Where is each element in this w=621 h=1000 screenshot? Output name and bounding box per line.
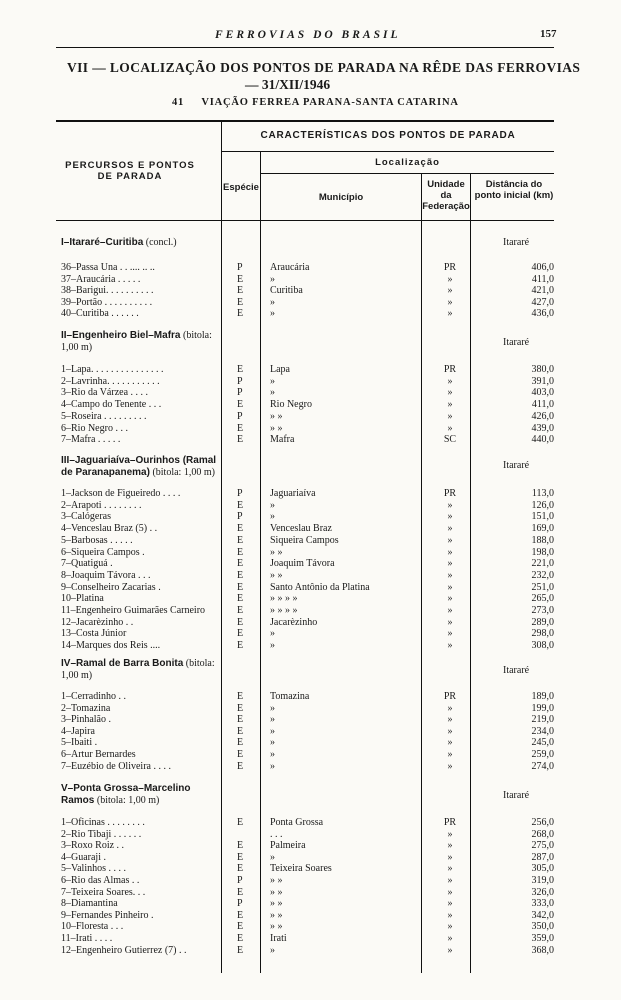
table-title-date: — 31/XII/1946 — [245, 77, 331, 92]
row-species: E — [237, 909, 244, 921]
row-federation-unit: » — [447, 725, 453, 737]
row-point-name: 14–Marques dos Reis .... — [61, 640, 161, 652]
row-municipality: Araucária — [270, 262, 310, 273]
header-rule — [221, 151, 554, 152]
row-species: E — [237, 714, 244, 726]
row-distance: 411,0 — [531, 399, 554, 411]
row-species: E — [237, 640, 244, 652]
row-federation-unit: » — [447, 886, 453, 898]
row-municipality: » » — [270, 875, 283, 886]
row-federation-unit: » — [447, 898, 453, 910]
row-distance: 198,0 — [531, 546, 554, 558]
row-species: E — [237, 569, 244, 581]
row-species: E — [237, 364, 244, 375]
row-species: E — [237, 725, 244, 737]
row-species: E — [237, 863, 244, 875]
row-federation-unit: » — [447, 410, 453, 422]
row-federation-unit: » — [447, 546, 453, 558]
row-species: E — [237, 921, 244, 933]
row-species: E — [237, 581, 244, 593]
row-species: E — [237, 534, 244, 546]
row-municipality: » — [270, 851, 275, 863]
row-distance: 342,0 — [531, 909, 554, 921]
row-municipality: » — [270, 499, 275, 511]
row-municipality: » » » » — [270, 593, 298, 605]
row-point-name: 4–Campo do Tenente . . . — [61, 399, 162, 411]
location-header: Localização — [375, 157, 440, 168]
row-species: E — [237, 308, 244, 320]
row-municipality: Curitiba — [270, 285, 303, 297]
railway-subtitle — [172, 97, 459, 108]
row-municipality: » » — [270, 909, 283, 921]
header-rule — [56, 47, 554, 48]
row-species: E — [237, 499, 244, 511]
row-point-name: 3–Calógeras — [61, 511, 111, 523]
row-federation-unit: » — [447, 308, 453, 320]
row-federation-unit: » — [447, 749, 453, 760]
row-distance: 406,0 — [531, 262, 554, 273]
row-distance: 333,0 — [531, 898, 554, 910]
row-distance: 169,0 — [531, 523, 554, 535]
row-federation-unit: » — [447, 581, 453, 593]
row-municipality: Siqueira Campos — [270, 534, 339, 546]
row-federation-unit: » — [447, 499, 453, 511]
section-reference: Itararé — [503, 460, 530, 471]
row-point-name: 10–Floresta . . . — [61, 921, 124, 933]
table-top-rule — [56, 120, 554, 122]
row-species: E — [237, 933, 244, 944]
row-distance: 274,0 — [531, 760, 554, 772]
row-municipality: » » — [270, 921, 283, 933]
section-note: (bitola: 1,00 m) — [94, 795, 160, 806]
row-federation-unit: » — [447, 387, 453, 399]
row-federation-unit: » — [447, 273, 453, 285]
row-municipality: . . . — [270, 828, 283, 840]
row-municipality: » — [270, 273, 275, 285]
section-note: (bitola: 1,00 m) — [61, 330, 212, 353]
row-distance: 287,0 — [531, 851, 554, 863]
row-point-name: 9–Fernandes Pinheiro . — [61, 909, 154, 921]
row-federation-unit: » — [447, 375, 453, 387]
row-federation-unit: » — [447, 863, 453, 875]
row-point-name: 13–Costa Júnior — [61, 628, 127, 640]
row-municipality: » — [270, 511, 275, 523]
row-distance: 273,0 — [531, 605, 554, 616]
railway-number: 41 — [172, 97, 185, 108]
row-distance: 308,0 — [531, 640, 554, 652]
row-federation-unit: » — [447, 875, 453, 886]
row-species: P — [237, 488, 243, 499]
row-federation-unit: » — [447, 944, 453, 956]
row-species: E — [237, 702, 244, 714]
row-distance: 439,0 — [531, 422, 554, 434]
row-species: E — [237, 840, 244, 852]
row-municipality: Joaquim Távora — [270, 558, 335, 570]
row-distance: 440,0 — [531, 434, 554, 446]
row-distance: 359,0 — [531, 933, 554, 944]
unit-header: Unidade da Federação — [422, 179, 470, 212]
railway-name: VIAÇÃO FERREA PARANA-SANTA CATARINA — [201, 97, 459, 108]
row-distance: 245,0 — [531, 737, 554, 749]
row-municipality: » » — [270, 422, 283, 434]
row-distance: 221,0 — [531, 558, 554, 570]
routes-header: PERCURSOS E PONTOS DE PARADA — [65, 160, 195, 182]
row-distance: 126,0 — [531, 499, 554, 511]
row-species: E — [237, 616, 244, 628]
section-title — [61, 783, 219, 807]
row-species: E — [237, 886, 244, 898]
row-municipality: Mafra — [270, 434, 295, 446]
section-title — [61, 455, 219, 479]
section-title-text: II–Engenheiro Biel–Mafra — [61, 330, 181, 341]
row-municipality: » — [270, 702, 275, 714]
row-distance: 265,0 — [531, 593, 554, 605]
row-species: E — [237, 593, 244, 605]
row-point-name: 5–Barbosas . . . . . — [61, 534, 133, 546]
section-reference: Itararé — [503, 337, 530, 348]
header-rule — [260, 173, 554, 174]
section-title-text: III–Jaguariaíva–Ourinhos (Ramal de Paranapanema) — [61, 455, 217, 478]
row-point-name: 1–Lapa. . . . . . . . . . . . . . . — [61, 364, 164, 375]
row-federation-unit: » — [447, 569, 453, 581]
row-point-name: 2–Tomazina — [61, 702, 111, 714]
row-point-name: 8–Joaquim Távora . . . — [61, 569, 151, 581]
row-federation-unit: » — [447, 737, 453, 749]
row-distance: 427,0 — [531, 296, 554, 308]
row-municipality: Lapa — [270, 364, 290, 375]
row-point-name: 7–Quatiguá . — [61, 558, 113, 570]
row-federation-unit: SC — [443, 434, 457, 446]
row-point-name: 36–Passa Una . . .... .. .. — [61, 262, 155, 273]
row-species: E — [237, 296, 244, 308]
row-point-name: 38–Barigui. . . . . . . . . . — [61, 285, 154, 297]
section-reference: Itararé — [503, 790, 530, 801]
column-divider — [260, 152, 261, 973]
row-point-name: 40–Curitiba . . . . . . — [61, 308, 139, 320]
row-municipality: Teixeira Soares — [270, 863, 332, 875]
row-species: P — [237, 262, 243, 273]
row-species: E — [237, 944, 244, 956]
row-federation-unit: » — [447, 296, 453, 308]
row-point-name: 12–Engenheiro Gutierrez (7) . . — [61, 944, 187, 956]
row-point-name: 7–Teixeira Soares. . . — [61, 886, 146, 898]
section-title-text: IV–Ramal de Barra Bonita — [61, 658, 184, 669]
row-distance: 219,0 — [531, 714, 554, 726]
row-federation-unit: PR — [443, 817, 457, 828]
row-distance: 234,0 — [531, 725, 554, 737]
row-federation-unit: » — [447, 605, 453, 616]
row-species: E — [237, 749, 244, 760]
row-federation-unit: » — [447, 933, 453, 944]
section-title-text: I–Itararé–Curitiba — [61, 237, 144, 248]
row-municipality: » » — [270, 410, 283, 422]
row-federation-unit: » — [447, 840, 453, 852]
row-federation-unit: PR — [443, 364, 457, 375]
row-distance: 421,0 — [531, 285, 554, 297]
row-municipality: » — [270, 944, 275, 956]
row-federation-unit: » — [447, 558, 453, 570]
row-species: E — [237, 851, 244, 863]
row-point-name: 1–Jackson de Figueiredo . . . . — [61, 488, 181, 499]
row-distance: 403,0 — [531, 387, 554, 399]
row-distance: 368,0 — [531, 944, 554, 956]
row-municipality: » — [270, 296, 275, 308]
row-federation-unit: » — [447, 422, 453, 434]
row-species: E — [237, 399, 244, 411]
row-municipality: » » — [270, 569, 283, 581]
row-distance: 426,0 — [531, 410, 554, 422]
row-distance: 259,0 — [531, 749, 554, 760]
row-point-name: 11–Irati . . . . — [61, 933, 113, 944]
row-distance: 199,0 — [531, 702, 554, 714]
row-municipality: Tomazina — [270, 691, 310, 702]
page-number: 157 — [540, 28, 557, 40]
row-municipality: » — [270, 749, 275, 760]
row-point-name: 39–Portão . . . . . . . . . . — [61, 296, 153, 308]
section-note: (bitola: 1,00 m) — [61, 658, 215, 681]
species-header: Espécie — [223, 182, 259, 193]
section-title — [61, 237, 219, 249]
row-federation-unit: » — [447, 828, 453, 840]
running-head: FERROVIAS DO BRASIL — [215, 29, 401, 41]
row-federation-unit: » — [447, 909, 453, 921]
row-distance: 232,0 — [531, 569, 554, 581]
row-distance: 411,0 — [531, 273, 554, 285]
row-distance: 151,0 — [531, 511, 554, 523]
row-point-name: 4–Venceslau Braz (5) . . — [61, 523, 158, 535]
row-municipality: » — [270, 640, 275, 652]
row-distance: 113,0 — [531, 488, 554, 499]
row-species: P — [237, 375, 243, 387]
row-distance: 275,0 — [531, 840, 554, 852]
row-point-name: 1–Oficinas . . . . . . . . — [61, 817, 145, 828]
section-reference: Itararé — [503, 237, 530, 248]
row-point-name: 5–Roseira . . . . . . . . . — [61, 410, 147, 422]
row-distance: 436,0 — [531, 308, 554, 320]
row-point-name: 3–Pinhalão . — [61, 714, 111, 726]
section-note: (concl.) — [143, 237, 177, 248]
row-species: E — [237, 273, 244, 285]
row-point-name: 3–Roxo Roiz . . — [61, 840, 125, 852]
row-federation-unit: » — [447, 760, 453, 772]
row-municipality: » » » » — [270, 605, 298, 616]
row-point-name: 2–Arapoti . . . . . . . . — [61, 499, 142, 511]
row-species: P — [237, 875, 243, 886]
row-distance: 305,0 — [531, 863, 554, 875]
row-distance: 298,0 — [531, 628, 554, 640]
row-point-name: 12–Jacarèzinho . . — [61, 616, 134, 628]
section-note: (bitola: 1,00 m) — [149, 467, 215, 478]
row-point-name: 8–Diamantina — [61, 898, 118, 910]
row-municipality: » — [270, 737, 275, 749]
row-distance: 380,0 — [531, 364, 554, 375]
municipality-header: Município — [318, 192, 364, 203]
section-title — [61, 330, 219, 354]
row-distance: 326,0 — [531, 886, 554, 898]
row-municipality: » — [270, 387, 275, 399]
row-municipality: Jaguariaíva — [270, 488, 316, 499]
row-federation-unit: » — [447, 285, 453, 297]
section-title — [61, 658, 219, 682]
row-species: E — [237, 817, 244, 828]
row-federation-unit: » — [447, 593, 453, 605]
row-species: E — [237, 285, 244, 297]
row-federation-unit: » — [447, 640, 453, 652]
row-point-name: 4–Japira — [61, 725, 95, 737]
row-species: P — [237, 898, 243, 910]
row-point-name: 6–Rio Negro . . . — [61, 422, 128, 434]
row-point-name: 5–Valinhos . . . . — [61, 863, 126, 875]
row-municipality: Santo Antônio da Platina — [270, 581, 370, 593]
row-federation-unit: » — [447, 851, 453, 863]
row-municipality: » — [270, 628, 275, 640]
row-point-name: 37–Araucária . . . . . — [61, 273, 141, 285]
distance-header: Distância do ponto inicial (km) — [474, 179, 554, 201]
row-distance: 319,0 — [531, 875, 554, 886]
row-species: E — [237, 628, 244, 640]
row-municipality: » » — [270, 898, 283, 910]
row-federation-unit: PR — [443, 488, 457, 499]
row-distance: 268,0 — [531, 828, 554, 840]
row-distance: 251,0 — [531, 581, 554, 593]
row-federation-unit: » — [447, 628, 453, 640]
row-point-name: 11–Engenheiro Guimarães Carneiro — [61, 605, 206, 616]
row-species: E — [237, 737, 244, 749]
row-municipality: » — [270, 725, 275, 737]
row-distance: 391,0 — [531, 375, 554, 387]
row-distance: 188,0 — [531, 534, 554, 546]
section-title-text: V–Ponta Grossa–Marcelino Ramos — [61, 783, 191, 806]
row-municipality: » » — [270, 886, 283, 898]
row-federation-unit: » — [447, 523, 453, 535]
row-point-name: 5–Ibaiti . — [61, 737, 98, 749]
row-municipality: » — [270, 760, 275, 772]
row-distance: 189,0 — [531, 691, 554, 702]
row-point-name: 6–Artur Bernardes — [61, 749, 136, 760]
row-species: E — [237, 434, 244, 446]
row-point-name: 10–Platina — [61, 593, 104, 605]
row-federation-unit: » — [447, 921, 453, 933]
section-reference: Itararé — [503, 665, 530, 676]
row-point-name: 2–Rio Tibaji . . . . . . — [61, 828, 142, 840]
row-distance: 256,0 — [531, 817, 554, 828]
row-species: P — [237, 410, 243, 422]
row-municipality: Venceslau Braz — [270, 523, 332, 535]
row-federation-unit: » — [447, 534, 453, 546]
row-municipality: » — [270, 308, 275, 320]
row-point-name: 2–Lavrinha. . . . . . . . . . . — [61, 375, 160, 387]
row-municipality: Jacarèzinho — [270, 616, 318, 628]
row-federation-unit: » — [447, 511, 453, 523]
row-species: P — [237, 387, 243, 399]
row-species: E — [237, 605, 244, 616]
row-species: E — [237, 546, 244, 558]
row-municipality: Irati — [270, 933, 287, 944]
row-municipality: Rio Negro — [270, 399, 312, 411]
characteristics-header: CARACTERÍSTICAS DOS PONTOS DE PARADA — [260, 130, 516, 141]
row-point-name: 7–Euzébio de Oliveira . . . . — [61, 760, 171, 772]
row-municipality: » » — [270, 546, 283, 558]
row-species: E — [237, 523, 244, 535]
row-point-name: 9–Conselheiro Zacarias . — [61, 581, 161, 593]
row-federation-unit: » — [447, 714, 453, 726]
row-point-name: 1–Cerradinho . . — [61, 691, 126, 702]
row-species: P — [237, 511, 243, 523]
row-municipality: Palmeira — [270, 840, 306, 852]
header-bottom-rule — [56, 220, 554, 221]
row-municipality: » — [270, 375, 275, 387]
row-species: E — [237, 422, 244, 434]
row-point-name: 3–Rio da Várzea . . . . — [61, 387, 149, 399]
row-federation-unit: PR — [443, 691, 457, 702]
row-federation-unit: » — [447, 702, 453, 714]
table-title: VII — LOCALIZAÇÃO DOS PONTOS DE PARADA NA RÊDE DAS FERROVIAS — [67, 60, 581, 75]
row-point-name: 7–Mafra . . . . . — [61, 434, 121, 446]
row-federation-unit: » — [447, 399, 453, 411]
row-distance: 289,0 — [531, 616, 554, 628]
row-municipality: Ponta Grossa — [270, 817, 324, 828]
row-distance: 350,0 — [531, 921, 554, 933]
row-municipality: » — [270, 714, 275, 726]
row-species: E — [237, 691, 244, 702]
row-point-name: 4–Guaraji . — [61, 851, 106, 863]
row-federation-unit: PR — [443, 262, 457, 273]
row-federation-unit: » — [447, 616, 453, 628]
row-species: E — [237, 760, 244, 772]
column-divider — [221, 121, 222, 973]
row-point-name: 6–Siqueira Campos . — [61, 546, 145, 558]
row-species: E — [237, 558, 244, 570]
row-point-name: 6–Rio das Almas . . — [61, 875, 140, 886]
